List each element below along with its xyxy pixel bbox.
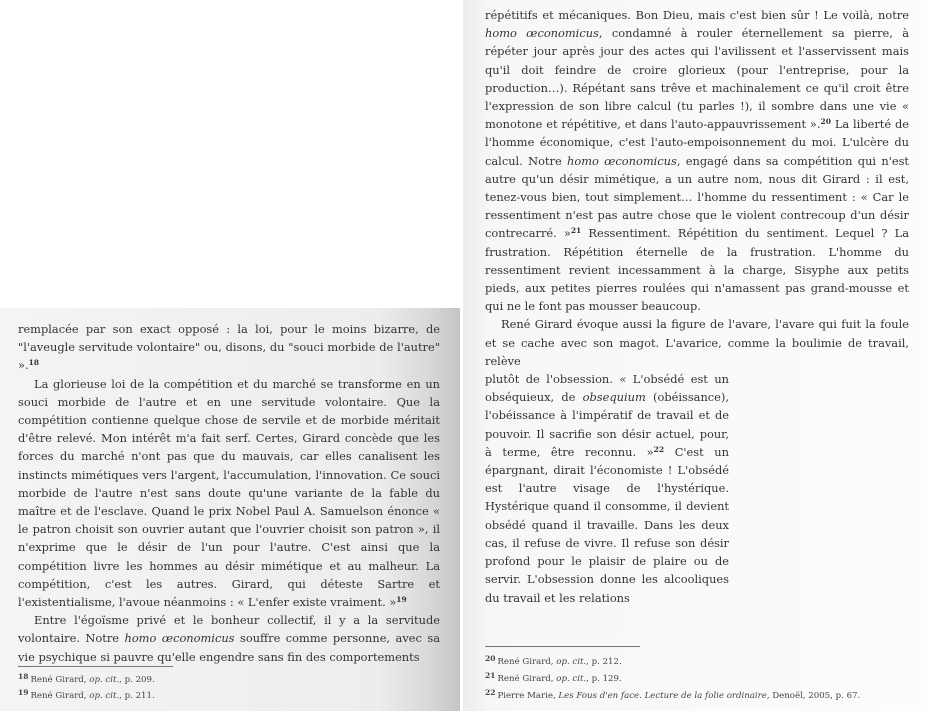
left-footnote-rule bbox=[18, 666, 173, 667]
left-paragraph-1: remplacée par son exact opposé : la loi, pour le moins bizarre, de "l'aveugle servitude volontaire" ou, disons, du "souci morbide de l'autre" ».$^{18}$ bbox=[18, 322, 440, 373]
footnote-ref-19[interactable]: 19 bbox=[396, 595, 407, 605]
right-footnote-rule bbox=[485, 646, 640, 647]
left-paragraph-2: La glorieuse loi de la compétition et du marché se transforme en un souci morbide de l'autre et en une servitude volontaire. Que la compétition contienne quelque chose de servile et de morbide méritait d'être relevé. Mon intérêt m'a fait serf. Certes, Girard concède que les forces du marché n'ont pas que du mauvais, car elles canalisent les instincts mimétiques vers l'argent, l'accumulation, l'innovation. Ce souci morbide de l'autre n'est sans doute qu'une variante de la fable du maître et de l'esclave. Quand le prix Nobel Paul A. Samuelson énonce « le patron choisit son ouvrier autant que l'ouvrier choisit son patron », il n'exprime que le désir de l'un pour l'autre. C'est ainsi que la compétition livre les hommes au désir mimétique et au malheur. La compétition, c'est les autres. Girard, qui déteste Sartre et l'existentialisme, l'avoue néanmoins : « L'enfer existe vraiment. »$^{19}$ bbox=[18, 376, 440, 610]
left-paragraph-3: Entre l'égoïsme privé et le bonheur collectif, il y a la servitude volontaire. Notre homo œconomicus souffre comme personne, avec sa vie psychique si pauvre qu'elle engendre sans fin des comportements bbox=[18, 613, 440, 664]
right-footnote-20: 20 René Girard, op. cit., p. 212. bbox=[485, 654, 622, 667]
left-page bbox=[0, 308, 460, 711]
right-page-body bbox=[485, 6, 909, 607]
right-footnote-21: 21 René Girard, op. cit., p. 129. bbox=[485, 671, 622, 684]
footnote-ref-22[interactable]: 22 bbox=[653, 444, 665, 454]
right-page bbox=[463, 0, 927, 711]
right-paragraph-1: répétitifs et mécaniques. Bon Dieu, mais c'est bien sûr ! Le voilà, notre homo œconomicus, condamné à rouler éternellement sa pierre, à répéter jour après jour des actes qui l'avilissent et l'asservissent mais qu'il doit feindre de croire glorieux (pour l'entreprise, pour la production…). Répétant sans trêve et machinalement ce qu'il croit être l'expression de son libre calcul (tu parles !), il sombre dans une vie « monotone et répétitive, et dans l'auto-appauvrissement ».$^{20}$ La liberté de l'homme économique, c'est l'auto-empoisonnement du moi. L'ulcère du calcul. Notre homo œconomicus, engagé dans sa compétition qui n'est autre qu'un désir mimétique, a un autre nom, nous dit Girard : il est, tenez-vous bien, tout simplement… l'homme du ressentiment : « Car le ressentiment n'est pas autre chose que le violent contrecoup d'un désir contrecarré. »$^{21}$ Ressentiment. Répétition du sentiment. Lequel ? La frustration. Répétition éternelle de la frustration. L'homme du ressentiment revient incessamment à la charge, Sisyphe aux petits pieds, aux petites pierres roulées qui n'amassent pas grand-mousse et qui ne le font pas mousser beaucoup. bbox=[485, 8, 909, 314]
left-page-body bbox=[18, 320, 440, 666]
left-footnote-19: 19 René Girard, op. cit., p. 211. bbox=[18, 688, 155, 701]
left-footnote-18: 18 René Girard, op. cit., p. 209. bbox=[18, 672, 155, 685]
right-paragraph-2-continued: plutôt de l'obsession. « L'obsédé est un obséquieux, de obsequium (obéissance), l'obéissance à l'impératif de travail et de pouvoir. Il sacrifie son désir actuel, pour, à terme, être reconnu. »$^{22}$ C'est un épargnant, dirait l'économiste ! L'obsédé est l'autre visage de l'hystérique. Hystérique quand il consomme, il devient obsédé quand il travaille. Dans les deux cas, il refuse de vivre. Il refuse son désir profond pour le plaisir de plaire ou de servir. L'obsession donne les alcooliques du travail et les relations bbox=[485, 372, 729, 605]
footnote-ref-20[interactable]: 20 bbox=[820, 117, 831, 127]
footnote-ref-18[interactable]: 18 bbox=[28, 358, 40, 368]
right-footnote-22: 22 Pierre Marie, Les Fous d'en face. Lecture de la folie ordinaire, Denoël, 2005, p. 67. bbox=[485, 688, 861, 701]
right-paragraph-2: René Girard évoque aussi la figure de l'avare, l'avare qui fuit la foule et se cache avec son magot. L'avarice, comme la boulimie de travail, relève bbox=[485, 317, 909, 368]
footnote-ref-21[interactable]: 21 bbox=[570, 226, 582, 236]
